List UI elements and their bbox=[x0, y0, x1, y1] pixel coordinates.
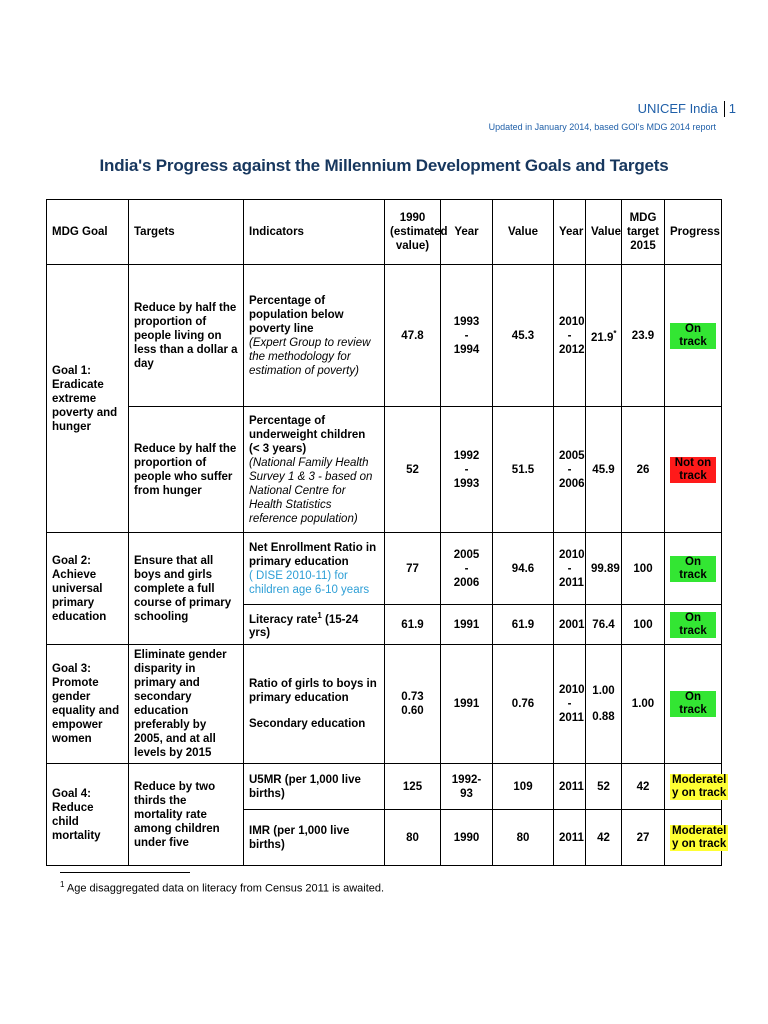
goal-cell: Goal 2: Achieve universal primary education bbox=[47, 533, 129, 645]
year-end: 1994 bbox=[453, 343, 480, 356]
mdg-target: 100 bbox=[622, 533, 665, 605]
value-2-primary: 1.00 bbox=[592, 685, 615, 697]
mdg-target: 42 bbox=[622, 764, 665, 810]
indicator-text: Net Enrollment Ratio in primary education bbox=[249, 541, 377, 568]
mdg-table bbox=[46, 199, 727, 866]
footnote-mark: 1 bbox=[60, 880, 65, 889]
value-2-cell bbox=[586, 265, 622, 407]
year-2: 2001 bbox=[554, 605, 586, 645]
year-end: 2006 bbox=[453, 576, 480, 589]
value-1: 80 bbox=[493, 810, 554, 866]
indicator-note: (National Family Health Survey 1 & 3 - based on National Centre for Health Statistics reference population) bbox=[249, 456, 373, 525]
progress-cell bbox=[665, 407, 722, 533]
table-row bbox=[47, 533, 722, 605]
value-2: 45.9 bbox=[586, 407, 622, 533]
page-header bbox=[489, 100, 736, 132]
status-badge: On track bbox=[670, 691, 716, 717]
indicator-cell bbox=[244, 605, 385, 645]
header-1990: 1990 (estimated value) bbox=[385, 200, 441, 265]
table-row bbox=[47, 265, 722, 407]
year-dash: - bbox=[567, 698, 572, 710]
status-badge: Moderatel y on track bbox=[672, 824, 727, 850]
year-2-cell bbox=[554, 265, 586, 407]
year-end: 2011 bbox=[559, 576, 584, 589]
year-dash: - bbox=[464, 329, 469, 342]
mdg-target: 1.00 bbox=[622, 645, 665, 764]
footnote-text: Age disaggregated data on literacy from Census 2011 is awaited. bbox=[64, 882, 385, 895]
indicator-suffix: (15-24 yrs) bbox=[249, 613, 359, 640]
value-1: 109 bbox=[493, 764, 554, 810]
base-value-primary: 0.73 bbox=[401, 691, 424, 703]
value-2-secondary: 0.88 bbox=[592, 711, 615, 723]
year-dash: - bbox=[567, 562, 572, 575]
goal-cell: Goal 4: Reduce child mortality bbox=[47, 764, 129, 866]
update-note: Updated in January 2014, based GOI's MDG 2014 report bbox=[488, 122, 716, 132]
year-end: 2012 bbox=[559, 343, 585, 356]
header-goal: MDG Goal bbox=[47, 200, 129, 265]
value-1: 45.3 bbox=[493, 265, 554, 407]
progress-cell bbox=[665, 764, 727, 810]
year-start: 2010 bbox=[559, 315, 585, 328]
progress-cell bbox=[665, 265, 722, 407]
year-dash: - bbox=[464, 562, 469, 575]
year-1-cell bbox=[441, 265, 493, 407]
year-1: 1991 bbox=[441, 645, 493, 764]
base-value: 77 bbox=[385, 533, 441, 605]
value-1: 0.76 bbox=[493, 645, 554, 764]
header-value-1: Value bbox=[493, 200, 554, 265]
table-header-row bbox=[47, 200, 722, 265]
indicator-text: Ratio of girls to boys in primary education bbox=[249, 678, 377, 704]
table-row bbox=[47, 407, 722, 533]
header-targets: Targets bbox=[129, 200, 244, 265]
target-cell: Reduce by half the proportion of people living on less than a dollar a day bbox=[129, 265, 244, 407]
year-2-cell bbox=[554, 407, 586, 533]
base-value: 61.9 bbox=[385, 605, 441, 645]
indicator-cell bbox=[244, 645, 385, 764]
footnote-divider bbox=[60, 872, 190, 873]
page-title: India's Progress against the Millennium Development Goals and Targets bbox=[99, 156, 669, 175]
indicator-text: Percentage of population below poverty line bbox=[249, 294, 344, 335]
progress-cell bbox=[665, 810, 727, 866]
footnote bbox=[60, 880, 384, 895]
year-2: 2011 bbox=[554, 764, 586, 810]
year-1-cell bbox=[441, 533, 493, 605]
indicator-cell bbox=[244, 265, 385, 407]
mdg-target: 100 bbox=[622, 605, 665, 645]
target-cell: Eliminate gender disparity in primary and secondary education preferably by 2005, and at all levels by 2015 bbox=[129, 645, 244, 764]
value-2: 42 bbox=[586, 810, 622, 866]
footnote-ref: 1 bbox=[317, 610, 322, 620]
status-badge: On track bbox=[670, 612, 716, 638]
status-badge: Not on track bbox=[670, 457, 716, 483]
base-value: 125 bbox=[385, 764, 441, 810]
org-name: UNICEF India bbox=[638, 101, 725, 117]
base-value-cell bbox=[385, 645, 441, 764]
year-start: 1993 bbox=[453, 315, 480, 328]
progress-cell bbox=[665, 605, 722, 645]
year-start: 2010 bbox=[559, 684, 585, 696]
mdg-target: 27 bbox=[622, 810, 665, 866]
mdg-target: 26 bbox=[622, 407, 665, 533]
year-dash: - bbox=[464, 463, 469, 476]
mdg-target: 23.9 bbox=[622, 265, 665, 407]
target-cell: Ensure that all boys and girls complete a full course of primary schooling bbox=[129, 533, 244, 645]
indicator-cell: U5MR (per 1,000 live births) bbox=[244, 764, 385, 810]
value-2: 99.89 bbox=[586, 533, 622, 605]
value-2: 52 bbox=[586, 764, 622, 810]
base-value-secondary: 0.60 bbox=[401, 705, 424, 717]
header-progress: Progress bbox=[665, 200, 722, 265]
header-value-2: Value bbox=[586, 200, 622, 265]
year-2-cell bbox=[554, 533, 586, 605]
year-2-cell bbox=[554, 645, 586, 764]
year-start: 2010 bbox=[559, 548, 585, 561]
indicator-note: (Expert Group to review the methodology for estimation of poverty) bbox=[249, 336, 371, 377]
status-badge: On track bbox=[670, 556, 716, 582]
year-1: 1990 bbox=[441, 810, 493, 866]
year-end: 2011 bbox=[559, 712, 584, 724]
year-end: 1993 bbox=[453, 477, 480, 490]
year-dash: - bbox=[567, 329, 572, 342]
target-cell: Reduce by two thirds the mortality rate among children under five bbox=[129, 764, 244, 866]
value-2: 21.9 bbox=[591, 331, 614, 344]
year-start: 2005 bbox=[453, 548, 480, 561]
status-badge: On track bbox=[670, 323, 716, 349]
target-cell: Reduce by half the proportion of people who suffer from hunger bbox=[129, 407, 244, 533]
header-year-1: Year bbox=[441, 200, 493, 265]
year-1-cell bbox=[441, 407, 493, 533]
year-start: 1992 bbox=[453, 449, 480, 462]
indicator-cell bbox=[244, 533, 385, 605]
base-value: 80 bbox=[385, 810, 441, 866]
year-2: 2011 bbox=[554, 810, 586, 866]
indicator-secondary: Secondary education bbox=[249, 718, 366, 730]
indicator-text: Percentage of underweight children (< 3 years) bbox=[249, 414, 366, 455]
indicator-cell bbox=[244, 407, 385, 533]
value-1: 94.6 bbox=[493, 533, 554, 605]
base-value: 47.8 bbox=[385, 265, 441, 407]
indicator-note: ( DISE 2010-11) for children age 6-10 years bbox=[249, 569, 370, 596]
progress-cell bbox=[665, 645, 722, 764]
table-row bbox=[47, 645, 722, 764]
value-2-cell bbox=[586, 645, 622, 764]
table-row bbox=[47, 764, 722, 810]
year-dash: - bbox=[567, 463, 572, 476]
goal-cell: Goal 1: Eradicate extreme poverty and hunger bbox=[47, 265, 129, 533]
goal-cell: Goal 3: Promote gender equality and empower women bbox=[47, 645, 129, 764]
indicator-cell: IMR (per 1,000 live births) bbox=[244, 810, 385, 866]
year-start: 2005 bbox=[559, 449, 585, 462]
base-value: 52 bbox=[385, 407, 441, 533]
year-1: 1992-93 bbox=[441, 764, 493, 810]
status-badge: Moderatel y on track bbox=[672, 773, 727, 799]
value-2: 76.4 bbox=[586, 605, 622, 645]
page-number: 1 bbox=[728, 101, 736, 116]
value-2-mark: * bbox=[613, 328, 617, 338]
value-1: 51.5 bbox=[493, 407, 554, 533]
header-mdg-target: MDG target 2015 bbox=[622, 200, 665, 265]
indicator-text: Literacy rate bbox=[249, 613, 318, 626]
progress-cell bbox=[665, 533, 722, 605]
header-indicators: Indicators bbox=[244, 200, 385, 265]
year-end: 2006 bbox=[559, 477, 585, 490]
year-1: 1991 bbox=[441, 605, 493, 645]
header-year-2: Year bbox=[554, 200, 586, 265]
value-1: 61.9 bbox=[493, 605, 554, 645]
